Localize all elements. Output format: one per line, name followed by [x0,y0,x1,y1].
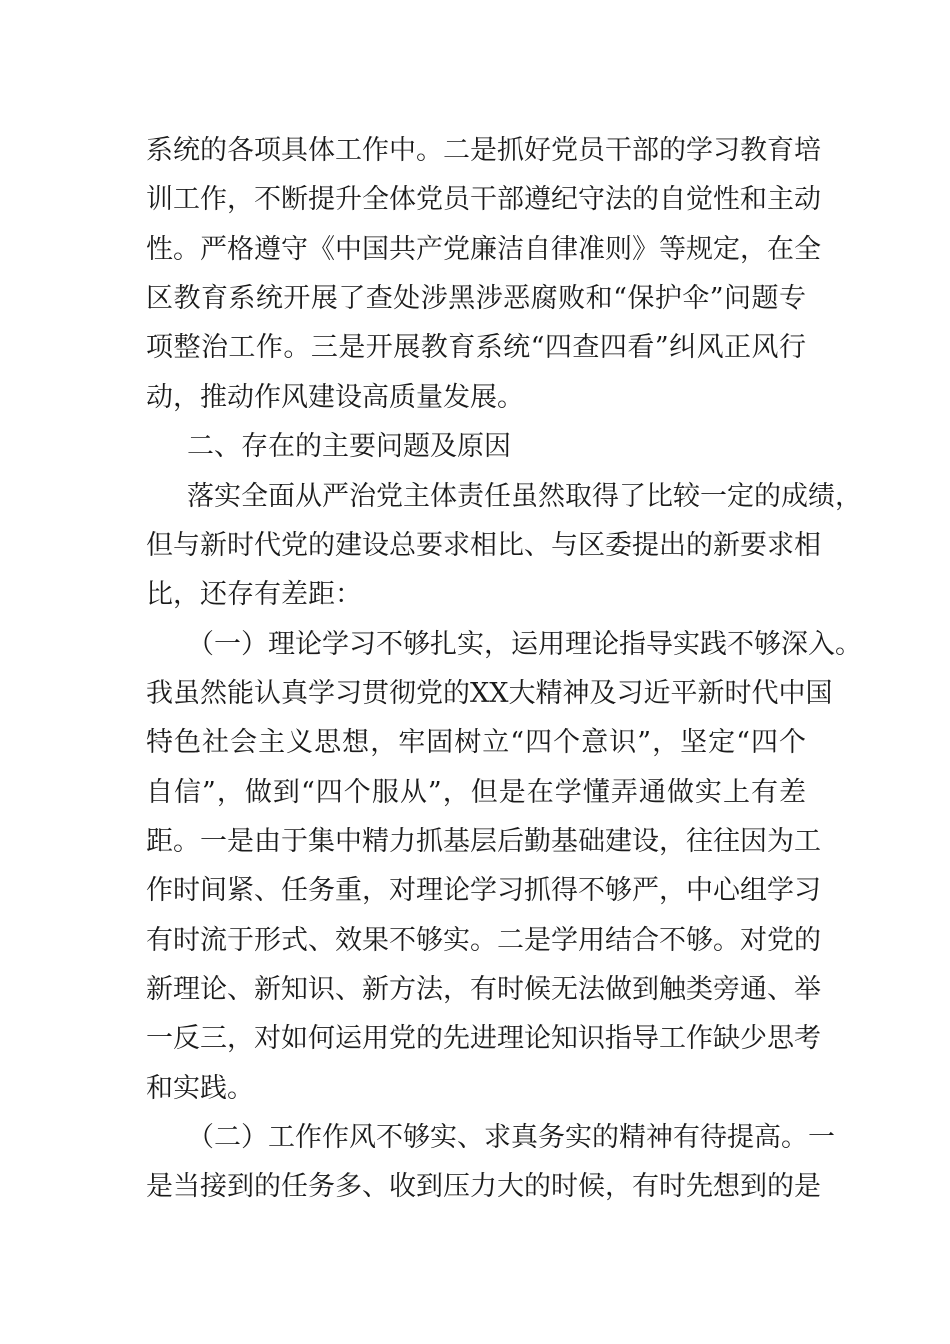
text-line: 但与新时代党的建设总要求相比、与区委提出的新要求相 [146,530,821,561]
text-line: 和实践。 [146,1073,254,1104]
text-line: 是当接到的任务多、收到压力大的时候，有时先想到的是 [146,1171,821,1202]
text-line: 区教育系统开展了查处涉黑涉恶腐败和“保护伞”问题专 [146,283,807,314]
text-line: 落实全面从严治党主体责任虽然取得了比较一定的成绩， [187,481,862,512]
text-line: 项整治工作。三是开展教育系统“四查四看”纠风正风行 [146,332,807,363]
text-line: 训工作，不断提升全体党员干部遵纪守法的自觉性和主动 [146,184,821,215]
subsection-heading: （一）理论学习不够扎实，运用理论指导实践不够深入。 [187,629,862,660]
section-heading: 二、存在的主要问题及原因 [187,431,511,462]
text-line: 有时流于形式、效果不够实。二是学用结合不够。对党的 [146,925,821,956]
text-line: 性。严格遵守《中国共产党廉洁自律准则》等规定，在全 [146,234,821,265]
text-line: 距。一是由于集中精力抓基层后勤基础建设，往往因为工 [146,826,821,857]
text-line: 我虽然能认真学习贯彻党的XX大精神及习近平新时代中国 [146,678,833,709]
text-line: 新理论、新知识、新方法，有时候无法做到触类旁通、举 [146,974,821,1005]
text-line: 自信”，做到“四个服从”，但是在学懂弄通做实上有差 [146,777,808,808]
text-line: 特色社会主义思想，牢固树立“四个意识”，坚定“四个 [146,727,808,758]
subsection-heading: （二）工作作风不够实、求真务实的精神有待提高。一 [187,1122,835,1153]
text-line: 系统的各项具体工作中。二是抓好党员干部的学习教育培 [146,135,821,166]
text-line: 一反三，对如何运用党的先进理论知识指导工作缺少思考 [146,1023,821,1054]
text-line: 动，推动作风建设高质量发展。 [146,382,524,413]
text-line: 作时间紧、任务重，对理论学习抓得不够严，中心组学习 [146,875,821,906]
text-line: 比，还存有差距： [146,579,362,610]
